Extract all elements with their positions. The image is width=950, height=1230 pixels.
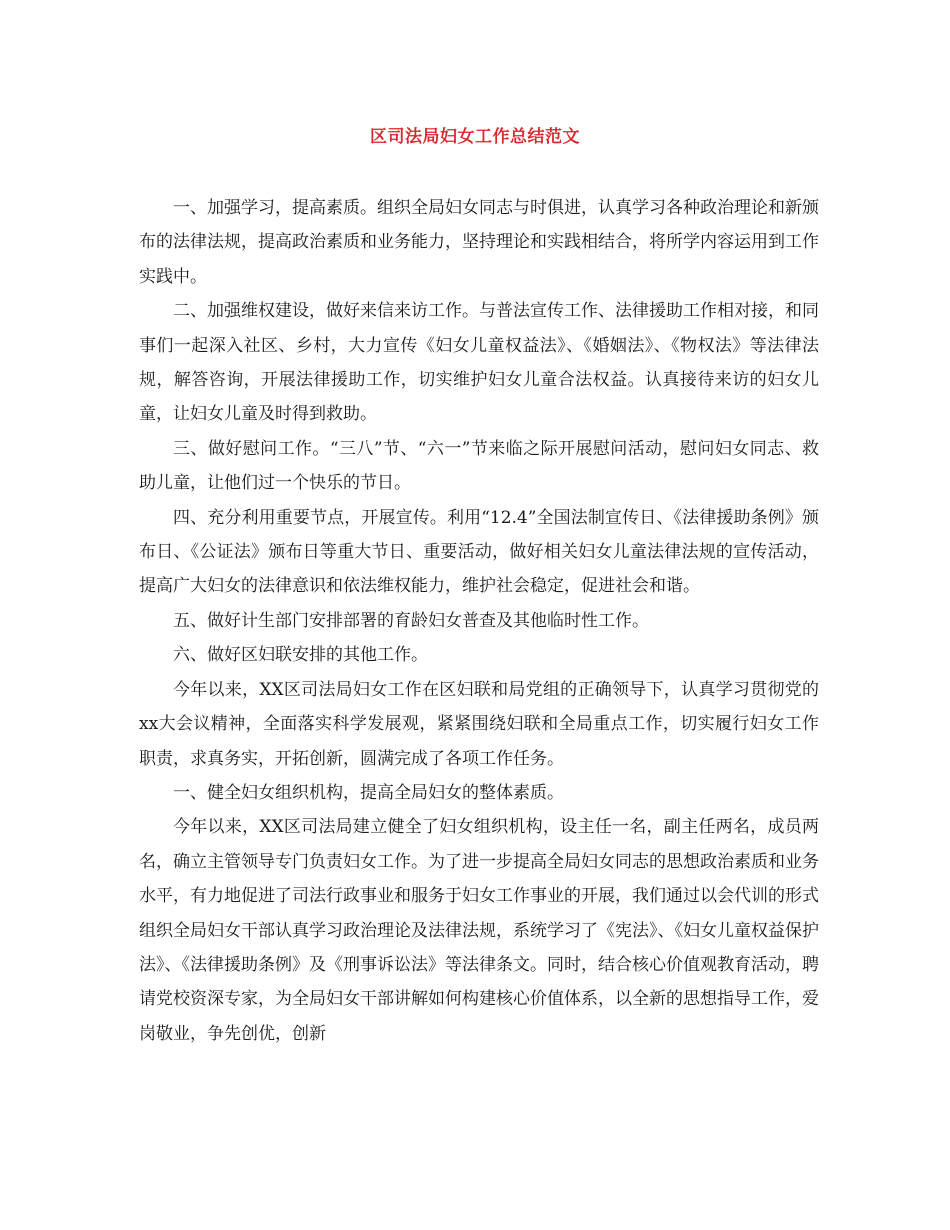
paragraph: 今年以来，XX区司法局建立健全了妇女组织机构，设主任一名，副主任两名，成员两名，确立主管领导专门负责妇女工作。为了进一步提高全局妇女同志的思想政治素质和业务水平，有力地促进了司法行政事业和服务于妇女工作事业的开展，我们通过以会代训的形式组织全局妇女干部认真学习政治理论及法律法规，系统学习了《宪法》、《妇女儿童权益保护法》、《法律援助条例》及《刑事诉讼法》等法律条文。同时，结合核心价值观教育活动，聘请党校资深专家，为全局妇女干部讲解如何构建核心价值体系，以全新的思想指导工作，爱岗敬业，争先创优，创新	[139, 817, 819, 1044]
paragraph: 四、充分利用重要节点，开展宣传。利用“12.4”全国法制宣传日、《法律援助条例》颁布日、《公证法》颁布日等重大节日、重要活动，做好相关妇女儿童法律法规的宣传活动，提高广大妇女的法律意识和依法维权能力，维护社会稳定，促进社会和谐。	[139, 507, 819, 597]
paragraph: 二、加强维权建设，做好来信来访工作。与普法宣传工作、法律援助工作相对接，和同事们一起深入社区、乡村，大力宣传《妇女儿童权益法》、《婚姻法》、《物权法》等法律法规，解答咨询，开展法律援助工作，切实维护妇女儿童合法权益。认真接待来访的妇女儿童，让妇女儿童及时得到救助。	[139, 301, 819, 425]
paragraph: 一、健全妇女组织机构，提高全局妇女的整体素质。	[173, 782, 564, 803]
paragraph: 一、加强学习，提高素质。组织全局妇女同志与时俱进，认真学习各种政治理论和新颁布的法律法规，提高政治素质和业务能力，坚持理论和实践相结合，将所学内容运用到工作实践中。	[139, 198, 819, 287]
paragraph: 五、做好计生部门安排部署的育龄妇女普查及其他临时性工作。	[173, 610, 649, 631]
paragraph: 今年以来，XX区司法局妇女工作在区妇联和局党组的正确领导下，认真学习贯彻党的xx大会议精神，全面落实科学发展观，紧紧围绕妇联和全局重点工作，切实履行妇女工作职责，求真务实，开拓创新，圆满完成了各项工作任务。	[139, 679, 819, 769]
document-body	[139, 191, 819, 1051]
paragraph: 六、做好区妇联安排的其他工作。	[173, 645, 428, 666]
paragraph: 三、做好慰问工作。“三八”节、“六一”节来临之际开展慰问活动，慰问妇女同志、救助儿童，让他们过一个快乐的节日。	[139, 438, 819, 494]
document-title: 区司法局妇女工作总结范文	[370, 127, 580, 147]
